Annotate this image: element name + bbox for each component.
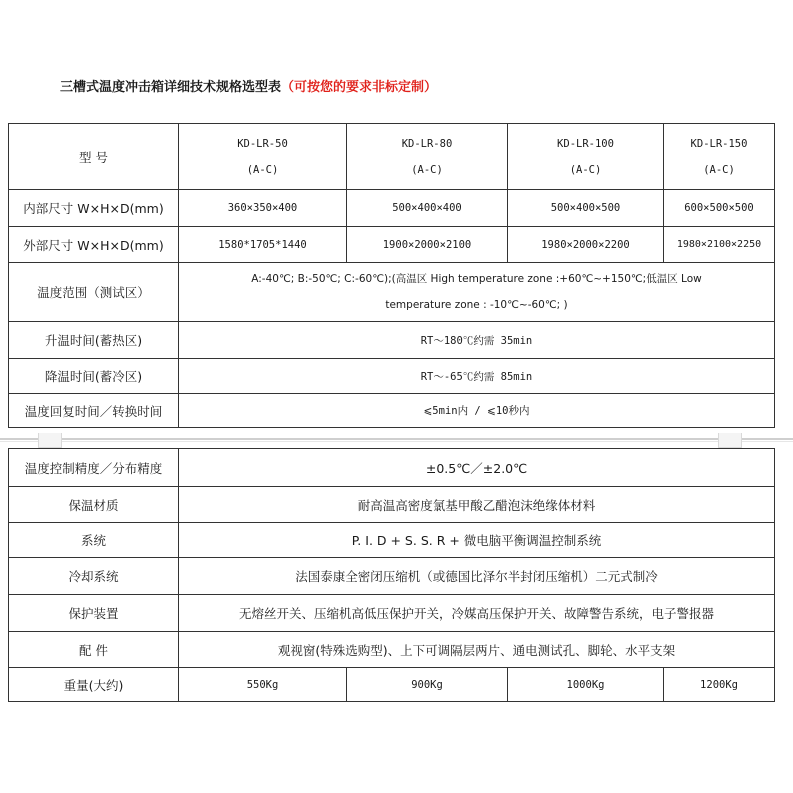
table-row — [9, 668, 775, 702]
value-cell: ±0.5℃／±2.0℃ — [179, 449, 775, 487]
value-cell: ⩽5min内 / ⩽10秒内 — [179, 394, 775, 428]
row-label: 保温材质 — [9, 487, 179, 523]
row-label: 重量(大约) — [9, 668, 179, 702]
row-label: 冷却系统 — [9, 558, 179, 595]
table-row — [9, 449, 775, 487]
value-cell: RT～180℃约需 35min — [179, 322, 775, 359]
model-cell: KD-LR-50 (A-C) — [179, 124, 347, 190]
table-row — [9, 523, 775, 558]
row-label: 配 件 — [9, 632, 179, 668]
row-label: 系统 — [9, 523, 179, 558]
custom-note: （可按您的要求非标定制） — [281, 80, 438, 95]
value-cell: 500×400×500 — [508, 190, 664, 227]
value-cell: 1000Kg — [508, 668, 664, 702]
table-row — [9, 359, 775, 394]
value-cell: 观视窗(特殊选购型)、上下可调隔层两片、通电测试孔、脚轮、水平支架 — [179, 632, 775, 668]
value-cell: 1900×2000×2100 — [347, 227, 508, 263]
value-cell: 600×500×500 — [664, 190, 775, 227]
row-label: 外部尺寸 W×H×D(mm) — [9, 227, 179, 263]
value-cell: 900Kg — [347, 668, 508, 702]
spec-table-bottom — [8, 448, 775, 702]
value-cell: 1980×2100×2250 — [664, 227, 775, 263]
value-cell: 无熔丝开关、压缩机高低压保护开关，冷媒高压保护开关、故障警告系统，电子警报器 — [179, 595, 775, 632]
value-cell: 1580*1705*1440 — [179, 227, 347, 263]
table-row — [9, 394, 775, 428]
value-cell: P. I. D + S. S. R + 微电脑平衡调温控制系统 — [179, 523, 775, 558]
model-cell: KD-LR-150 (A-C) — [664, 124, 775, 190]
page-separator — [0, 438, 793, 440]
temp-range-value: A:-40℃; B:-50℃; C:-60℃);(高温区 High temperature zone :+60℃~+150℃;低温区 Low temperature zone : -10℃~-60℃; ) — [179, 263, 775, 322]
table-row — [9, 190, 775, 227]
table-row — [9, 124, 775, 190]
table-row — [9, 595, 775, 632]
row-label: 温度回复时间／转换时间 — [9, 394, 179, 428]
separator-marker — [38, 433, 62, 448]
row-label: 保护装置 — [9, 595, 179, 632]
model-cell: KD-LR-80 (A-C) — [347, 124, 508, 190]
table-row — [9, 263, 775, 322]
table-row — [9, 227, 775, 263]
value-cell: 360×350×400 — [179, 190, 347, 227]
row-label: 内部尺寸 W×H×D(mm) — [9, 190, 179, 227]
value-cell: RT～-65℃约需 85min — [179, 359, 775, 394]
table-row — [9, 632, 775, 668]
value-cell: 1200Kg — [664, 668, 775, 702]
table-row — [9, 558, 775, 595]
page-title: 三槽式温度冲击箱详细技术规格选型表（可按您的要求非标定制） — [60, 80, 438, 95]
model-label: 型 号 — [9, 124, 179, 190]
spec-table-top — [8, 123, 775, 428]
separator-marker — [718, 433, 742, 448]
value-cell: 500×400×400 — [347, 190, 508, 227]
row-label: 温度控制精度／分布精度 — [9, 449, 179, 487]
row-label: 升温时间(蓄热区) — [9, 322, 179, 359]
value-cell: 耐高温高密度氯基甲酸乙醋泡沫绝缘体材料 — [179, 487, 775, 523]
table-row — [9, 322, 775, 359]
row-label: 降温时间(蓄冷区) — [9, 359, 179, 394]
model-cell: KD-LR-100 (A-C) — [508, 124, 664, 190]
page-separator-shadow — [0, 441, 793, 442]
table-row — [9, 487, 775, 523]
row-label: 温度范围（测试区） — [9, 263, 179, 322]
value-cell: 1980×2000×2200 — [508, 227, 664, 263]
value-cell: 550Kg — [179, 668, 347, 702]
value-cell: 法国泰康全密闭压缩机（或德国比泽尔半封闭压缩机）二元式制冷 — [179, 558, 775, 595]
